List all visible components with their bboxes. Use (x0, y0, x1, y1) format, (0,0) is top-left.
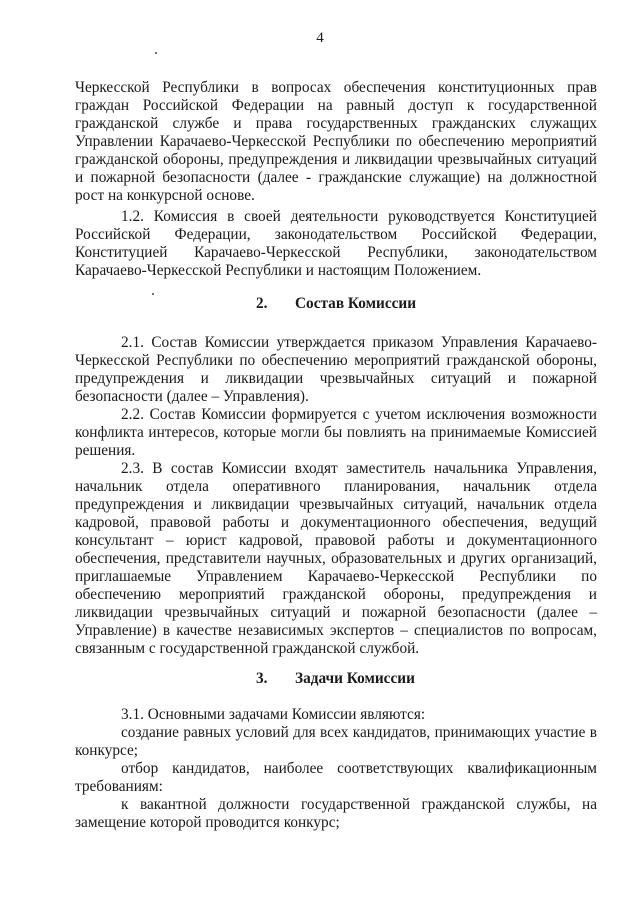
text-line: рост на конкурсной основе. (75, 187, 255, 204)
text-line: обеспечению мероприятий гражданской обороны, предупреждения и (75, 586, 597, 603)
text-line: консультант – юрист кадровой, правовой работы и документационного (75, 532, 597, 549)
text-line: обеспечения, представители научных, образовательных и других организаций, (75, 550, 597, 567)
text-line: Карачаево-Черкесской Республики и настоящим Положением. (75, 262, 482, 279)
text-line: Конституцией Карачаево-Черкесской Республики, законодательством (75, 244, 597, 261)
text-line: приглашаемые Управлением Карачаево-Черкесской Республики по (75, 568, 597, 585)
task-item-3 (75, 796, 597, 832)
paragraph-2-3 (75, 460, 597, 658)
task-item-2 (75, 760, 597, 796)
text-line: Черкесской Республики по обеспечению мероприятий гражданской обороны, (75, 352, 597, 369)
text-line: Управление) в качестве независимых экспертов – специалистов по вопросам, (75, 622, 597, 639)
text-line: 2.1. Состав Комиссии утверждается приказом Управления Карачаево- (121, 334, 597, 351)
text-line: предупреждения и ликвидации чрезвычайных ситуаций и пожарной (75, 370, 597, 387)
text-line: кадровой, правовой работы и документационного обеспечения, ведущий (75, 514, 597, 531)
text-line: ликвидации чрезвычайных ситуаций и пожарной безопасности (далее – (75, 604, 597, 621)
text-line: отбор кандидатов, наиболее соответствующих квалификационным (121, 760, 597, 777)
text-line: начальник отдела оперативного планирования, начальник отдела (75, 478, 597, 495)
section-number: 2. (256, 295, 268, 312)
text-line: 1.2. Комиссия в своей деятельности руководствуется Конституцией (121, 208, 597, 225)
text-line: 2.3. В состав Комиссии входят заместитель начальника Управления, (121, 460, 597, 477)
text-line: предупреждения и ликвидации чрезвычайных ситуаций, начальник отдела (75, 496, 597, 513)
text-line: требованиям: (75, 778, 163, 795)
page-number: 4 (316, 30, 324, 46)
text-line: решения. (75, 442, 136, 459)
text-line: 2.2. Состав Комиссии формируется с учетом исключения возможности (121, 406, 597, 423)
paragraph-1-2 (75, 208, 597, 280)
scan-speck (152, 293, 154, 295)
text-line: конфликта интересов, которые могли бы повлиять на принимаемые Комиссией (75, 424, 597, 441)
text-line: к вакантной должности государственной гражданской службы, на (121, 796, 597, 813)
text-line: и пожарной безопасности (далее - гражданские служащие) на должностной (75, 169, 597, 186)
text-line: Черкесской Республики в вопросах обеспечения конституционных прав (75, 79, 597, 96)
section-number: 3. (256, 670, 268, 687)
paragraph-3-1 (75, 706, 597, 724)
text-line: создание равных условий для всех кандидатов, принимающих участие в (121, 724, 597, 741)
task-item-1 (75, 724, 597, 760)
section-title: Задачи Комиссии (295, 670, 415, 687)
scan-speck (155, 52, 157, 54)
text-line: граждан Российской Федерации на равный доступ к государственной (75, 97, 597, 114)
text-line: гражданской обороны, предупреждения и ликвидации чрезвычайных ситуаций (75, 151, 597, 168)
paragraph-continuation (75, 79, 597, 205)
section-title: Состав Комиссии (295, 295, 417, 312)
text-line: Российской Федерации, законодательством Российской Федерации, (75, 226, 597, 243)
text-line: замещение которой проводится конкурс; (75, 814, 340, 831)
text-line: гражданской службе и права государственных гражданских служащих (75, 115, 597, 132)
text-line: безопасности (далее – Управления). (75, 388, 309, 405)
text-line: связанным с государственной гражданской службой. (75, 640, 420, 657)
text-line: 3.1. Основными задачами Комиссии являются: (121, 706, 426, 723)
text-line: конкурсе; (75, 742, 139, 759)
paragraph-2-2 (75, 406, 597, 460)
paragraph-2-1 (75, 334, 597, 406)
text-line: Управлении Карачаево-Черкесской Республики по обеспечению мероприятий (75, 133, 597, 150)
